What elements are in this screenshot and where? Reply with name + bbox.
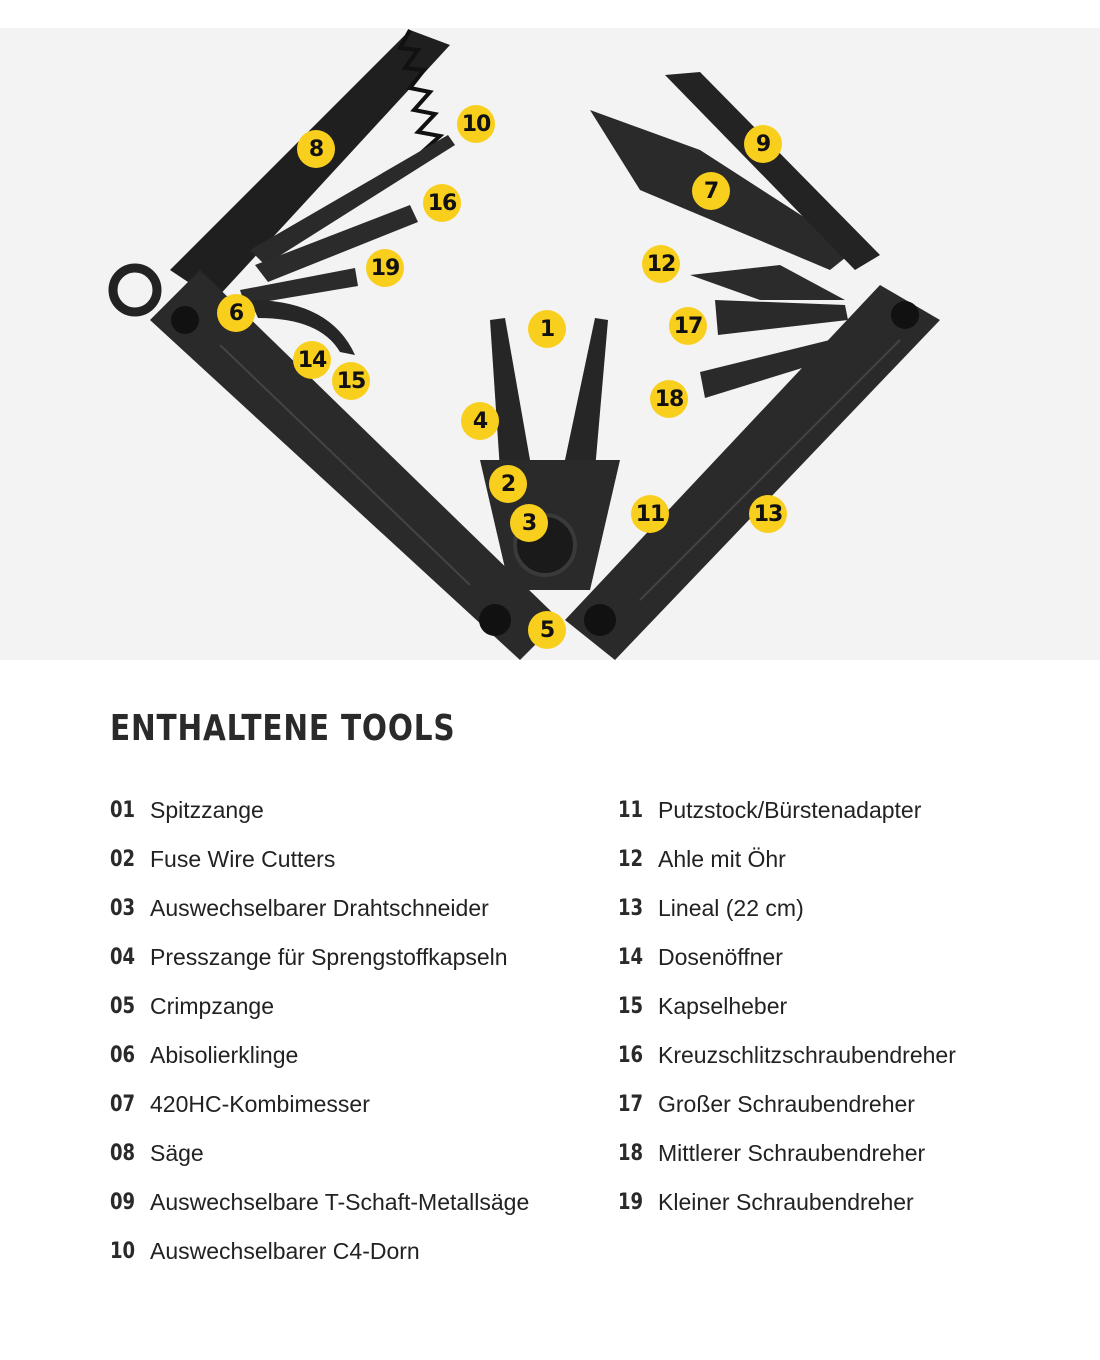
right-handle <box>565 285 940 660</box>
tool-name: Auswechselbarer C4-Dorn <box>150 1238 420 1264</box>
list-item <box>110 884 600 933</box>
list-item <box>618 1178 1078 1227</box>
tool-name: Kleiner Schraubendreher <box>658 1189 914 1215</box>
list-item <box>110 786 600 835</box>
tool-number: 17 <box>618 1092 644 1117</box>
callout-marker: 8 <box>297 130 335 168</box>
tool-name: Säge <box>150 1140 204 1166</box>
tool-number: 08 <box>110 1141 136 1166</box>
callout-marker: 9 <box>744 125 782 163</box>
awl-with-eye <box>690 265 845 300</box>
tool-number: 04 <box>110 945 136 970</box>
tool-number: 14 <box>618 945 644 970</box>
product-image <box>0 28 1100 660</box>
list-item <box>110 1227 600 1276</box>
tool-number: 09 <box>110 1190 136 1215</box>
tool-name: Putzstock/Bürstenadapter <box>658 797 922 823</box>
callout-marker: 16 <box>423 184 461 222</box>
tool-name: Fuse Wire Cutters <box>150 846 336 872</box>
callout-marker: 15 <box>332 362 370 400</box>
callout-marker: 19 <box>366 249 404 287</box>
callout-marker: 7 <box>692 172 730 210</box>
callout-marker: 14 <box>293 341 331 379</box>
list-item <box>110 982 600 1031</box>
callout-marker: 4 <box>461 402 499 440</box>
tool-number: 13 <box>618 896 644 921</box>
list-item <box>618 1031 1078 1080</box>
callout-marker: 3 <box>510 504 548 542</box>
tool-number: 11 <box>618 798 644 823</box>
tool-name: Auswechselbare T-Schaft-Metallsäge <box>150 1189 530 1215</box>
tool-name: Abisolierklinge <box>150 1042 299 1068</box>
callout-marker: 17 <box>669 307 707 345</box>
callout-marker: 11 <box>631 495 669 533</box>
tool-name: 420HC-Kombimesser <box>150 1091 370 1117</box>
tool-name: Dosenöffner <box>658 944 783 970</box>
tool-name: Ahle mit Öhr <box>658 846 786 872</box>
callout-marker: 18 <box>650 380 688 418</box>
tool-list-left <box>110 786 600 1276</box>
list-item <box>110 933 600 982</box>
tool-number: 03 <box>110 896 136 921</box>
tool-number: 01 <box>110 798 136 823</box>
tool-list-right <box>618 786 1078 1227</box>
list-item <box>618 1129 1078 1178</box>
list-item <box>110 1129 600 1178</box>
tool-name: Crimpzange <box>150 993 274 1019</box>
tool-number: 05 <box>110 994 136 1019</box>
small-screwdriver <box>240 268 358 305</box>
tool-name: Auswechselbarer Drahtschneider <box>150 895 489 921</box>
list-item <box>110 1080 600 1129</box>
callout-marker: 12 <box>642 245 680 283</box>
tool-name: Mittlerer Schraubendreher <box>658 1140 926 1166</box>
tool-number: 07 <box>110 1092 136 1117</box>
callout-marker: 13 <box>749 495 787 533</box>
list-item <box>110 1178 600 1227</box>
tool-number: 10 <box>110 1239 136 1264</box>
tool-name: Lineal (22 cm) <box>658 895 804 921</box>
list-item <box>618 933 1078 982</box>
pliers <box>480 318 620 590</box>
callout-marker: 1 <box>528 310 566 348</box>
tool-number: 19 <box>618 1190 644 1215</box>
callout-marker: 5 <box>528 611 566 649</box>
list-item <box>618 982 1078 1031</box>
callout-marker: 2 <box>489 465 527 503</box>
tool-name: Kapselheber <box>658 993 788 1019</box>
tool-number: 12 <box>618 847 644 872</box>
list-item <box>618 835 1078 884</box>
section-title: ENTHALTENE TOOLS <box>110 708 456 749</box>
callout-marker: 6 <box>217 294 255 332</box>
tool-number: 06 <box>110 1043 136 1068</box>
list-item <box>110 835 600 884</box>
tool-number: 18 <box>618 1141 644 1166</box>
list-item <box>618 884 1078 933</box>
list-item <box>110 1031 600 1080</box>
callout-marker: 10 <box>457 105 495 143</box>
tool-name: Kreuzschlitzschraubendreher <box>658 1042 956 1068</box>
tool-number: 15 <box>618 994 644 1019</box>
tool-number: 16 <box>618 1043 644 1068</box>
tool-number: 02 <box>110 847 136 872</box>
large-screwdriver <box>715 300 848 335</box>
list-item <box>618 1080 1078 1129</box>
lanyard-ring <box>113 268 157 312</box>
list-item <box>618 786 1078 835</box>
tool-name: Presszange für Sprengstoffkapseln <box>150 944 508 970</box>
tool-name: Spitzzange <box>150 797 264 823</box>
tool-name: Großer Schraubendreher <box>658 1091 915 1117</box>
